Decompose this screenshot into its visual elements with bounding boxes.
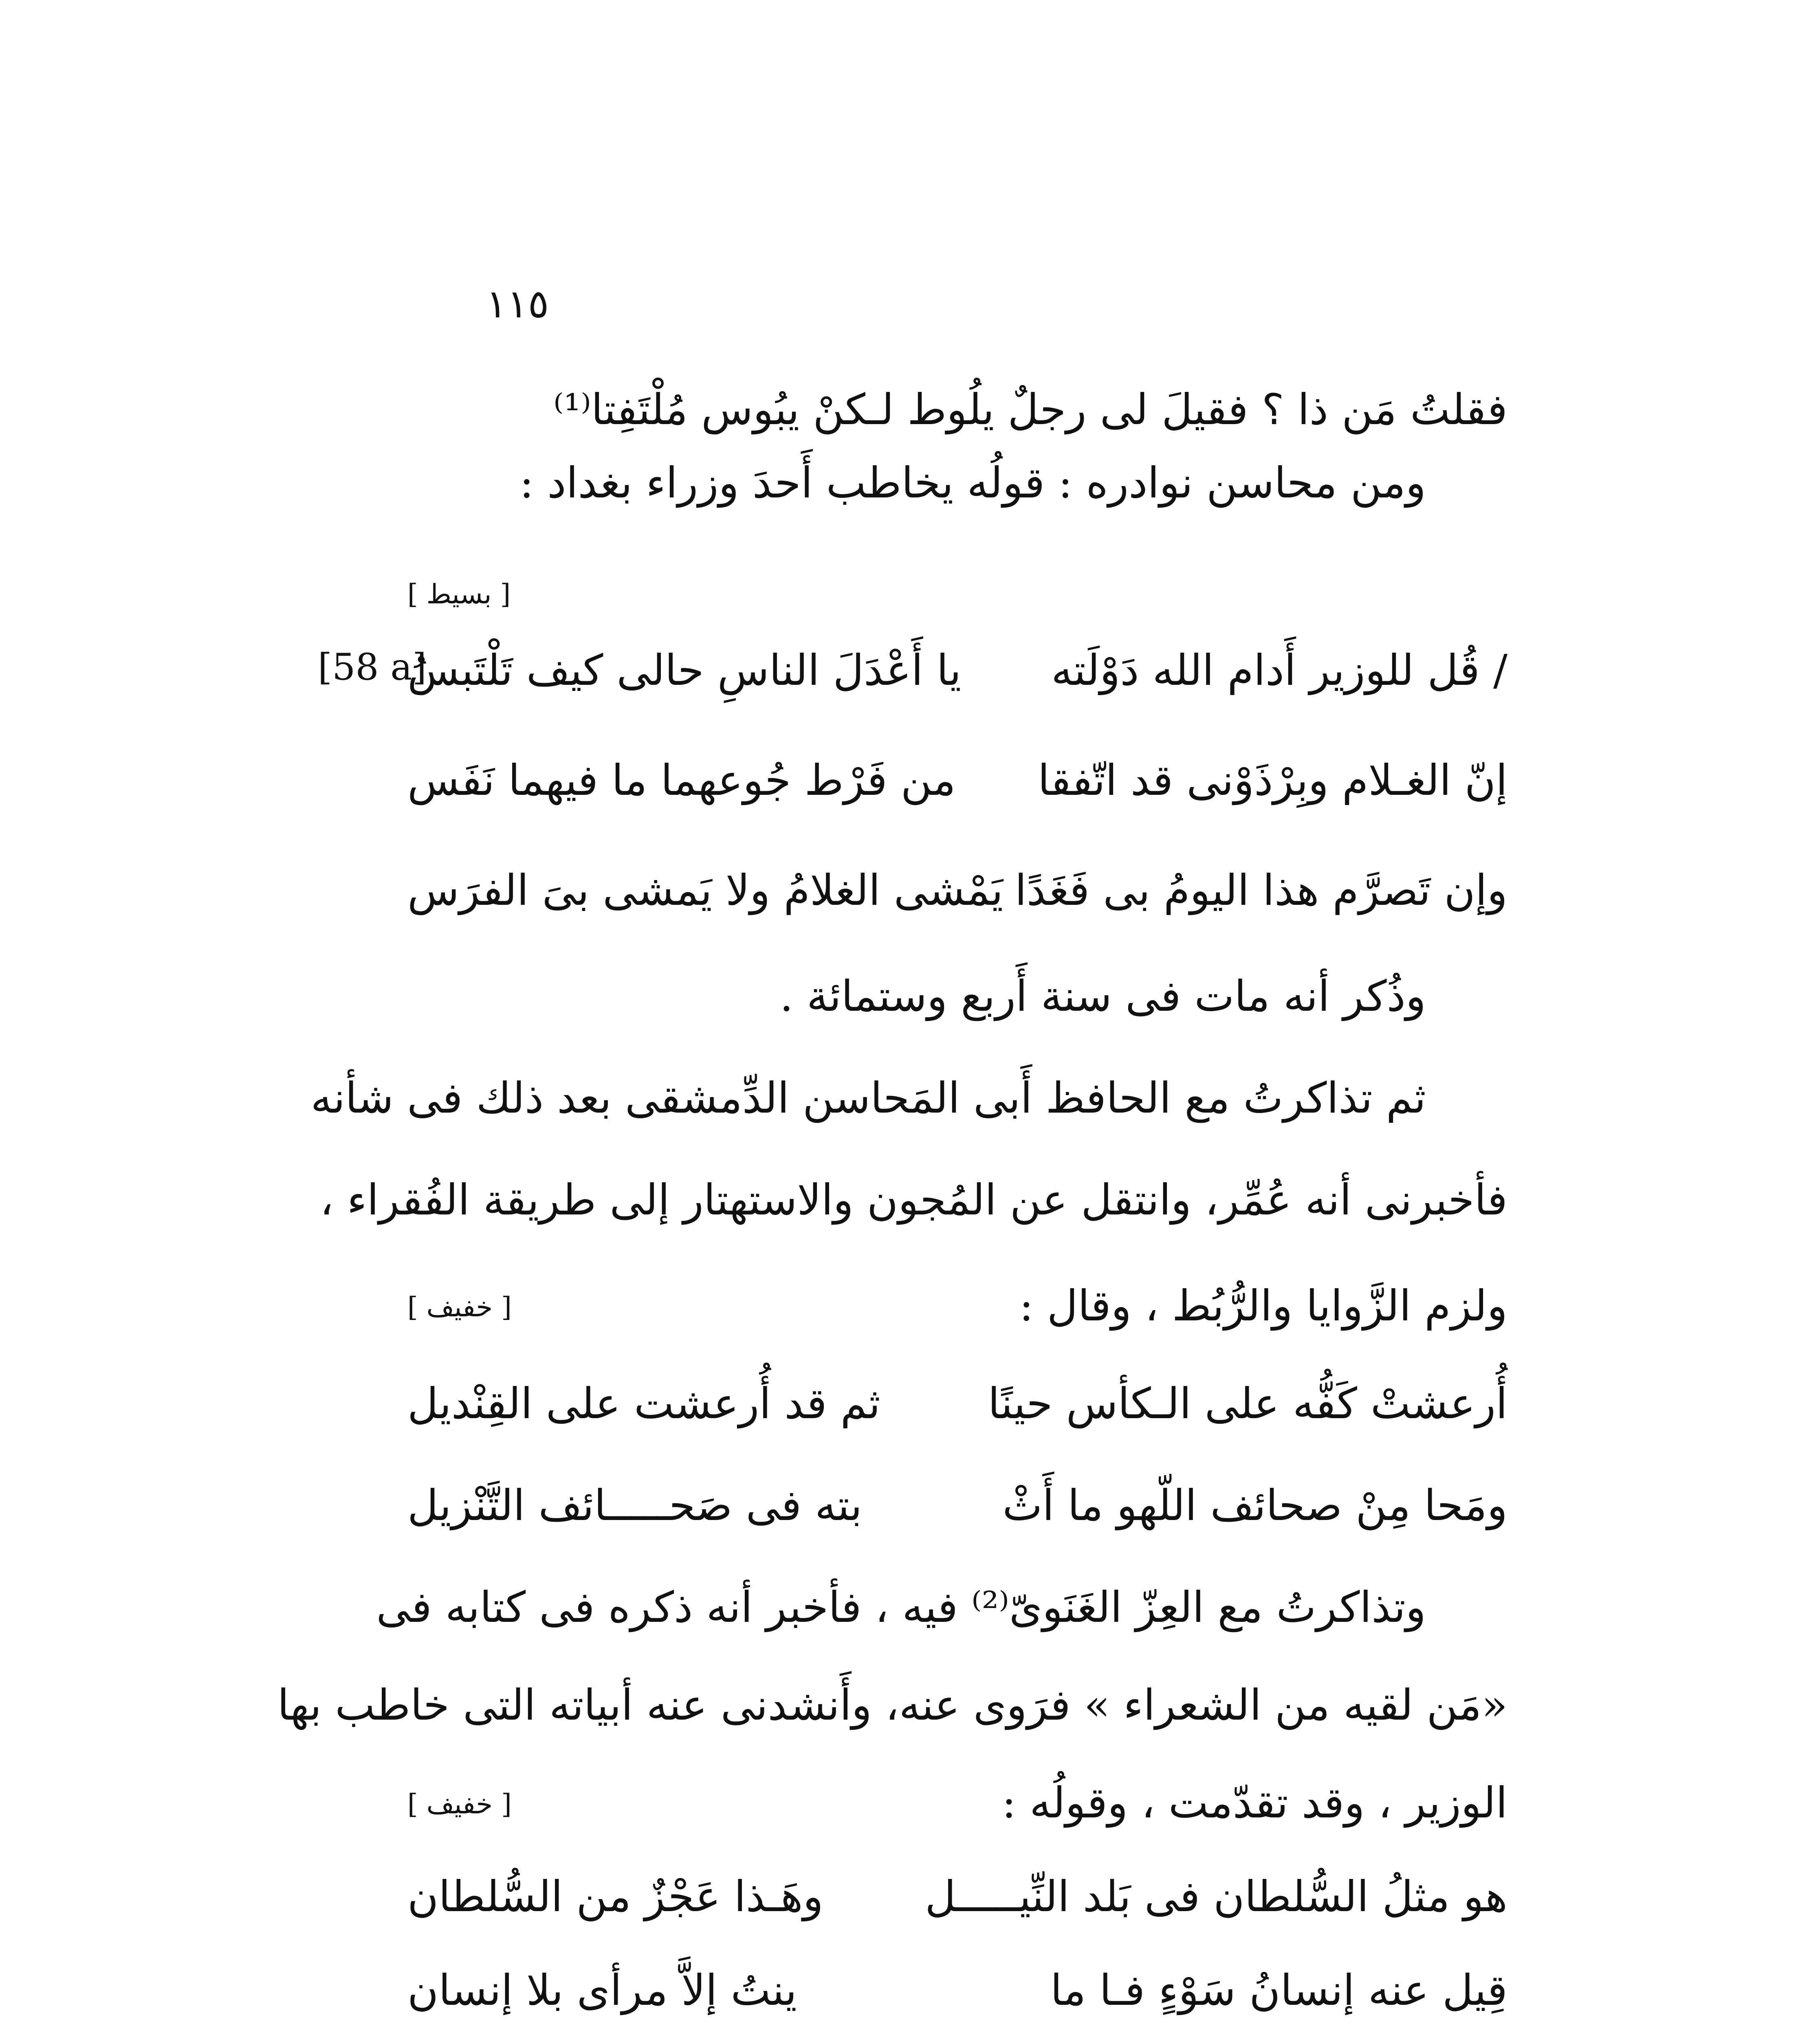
text-line: «مَن لقيه من الشعراء » فرَوى عنه، وأَنشدنى عنه أبياته التى خاطب بها (277, 1680, 1507, 1730)
text-line: وذُكر أنه مات فى سنة أَربع وستمائة . (779, 971, 1426, 1021)
page-number: ١١٥ (486, 281, 549, 327)
text-line: ثم تذاكرتُ مع الحافظ أَبى المَحاسن الدِّمشقى بعد ذلك فى شأنه (310, 1073, 1426, 1123)
verse-first-hemistich: ومَحا مِنْ صحائف اللّهو ما أَثْ (1002, 1480, 1507, 1530)
verse-first-hemistich: هو مثلُ السُّلطان فى بَلد النِّيـــــل (925, 1872, 1507, 1921)
text-line: فأخبرنى أنه عُمِّر، وانتقل عن المُجون والاستهتار إلى طريقة الفُقراء ، (320, 1175, 1507, 1225)
meter-label: [ خفيف ] (407, 1788, 512, 1820)
verse-line (407, 860, 1507, 921)
verse-line (407, 1960, 1507, 2021)
verse-line (407, 750, 1507, 811)
text-line: فقلتُ مَن ذا ؟ فقيلَ لى رجلٌ يلُوط لـكنْ يبُوس مُلْتَفِتا⁽¹⁾ (553, 385, 1507, 434)
meter-label: [ بسيط ] (407, 579, 511, 610)
verse-second-hemistich: يَمْشى الغلامُ ولا يَمشى بىَ الفرَس (407, 865, 1004, 915)
text-line: وتذاكرتُ مع العِزّ الغَنَوىّ⁽²⁾ فيه ، فأخبر أنه ذكره فى كتابه فى (376, 1582, 1426, 1632)
verse-first-hemistich: إنّ الغـلام وبِرْذَوْنى قد اتّفقا (1038, 755, 1507, 805)
text-line: الوزير ، وقد تقدّمت ، وقولُه : (1002, 1778, 1507, 1828)
text-line: ولزم الزَّوايا والرُّبُط ، وقال : (1019, 1281, 1507, 1331)
verse-line (407, 1866, 1507, 1927)
verse-line (407, 1475, 1507, 1536)
verse-first-hemistich: أُرعشتْ كَفُّه على الـكأس حينًا (988, 1379, 1507, 1428)
verse-second-hemistich: يا أَعْدَلَ الناسِ حالى كيف تَلْتَبسُ (407, 645, 962, 695)
meter-label: [ خفيف ] (407, 1291, 512, 1323)
verse-line (407, 640, 1507, 701)
verse-second-hemistich: وهَـذا عَجْزٌ من السُّلطان (407, 1872, 823, 1921)
verse-second-hemistich: ثم قد أُرعشت على القِنْديل (407, 1379, 880, 1428)
verse-second-hemistich: ينتُ إلاَّ مرأى بلا إنسان (407, 1965, 797, 2015)
verse-line (407, 1373, 1507, 1434)
text-line: ومن محاسن نوادره : قولُه يخاطب أَحدَ وزراء بغداد : (519, 458, 1426, 508)
verse-first-hemistich: / قُل للوزير أَدام الله دَوْلَته (1051, 645, 1507, 695)
verse-first-hemistich: وإن تَصرَّم هذا اليومُ بى فَغَدًا (1015, 865, 1507, 915)
folio-marker: [58 a] (318, 646, 427, 689)
verse-first-hemistich: قِيل عنه إنسانُ سَوْءٍ فـا ما (1050, 1965, 1507, 2015)
verse-second-hemistich: من فَرْط جُوعهما ما فيهما نَفَس (407, 755, 956, 805)
verse-second-hemistich: بته فى صَحـــــائف التَّنْزيل (407, 1480, 863, 1530)
